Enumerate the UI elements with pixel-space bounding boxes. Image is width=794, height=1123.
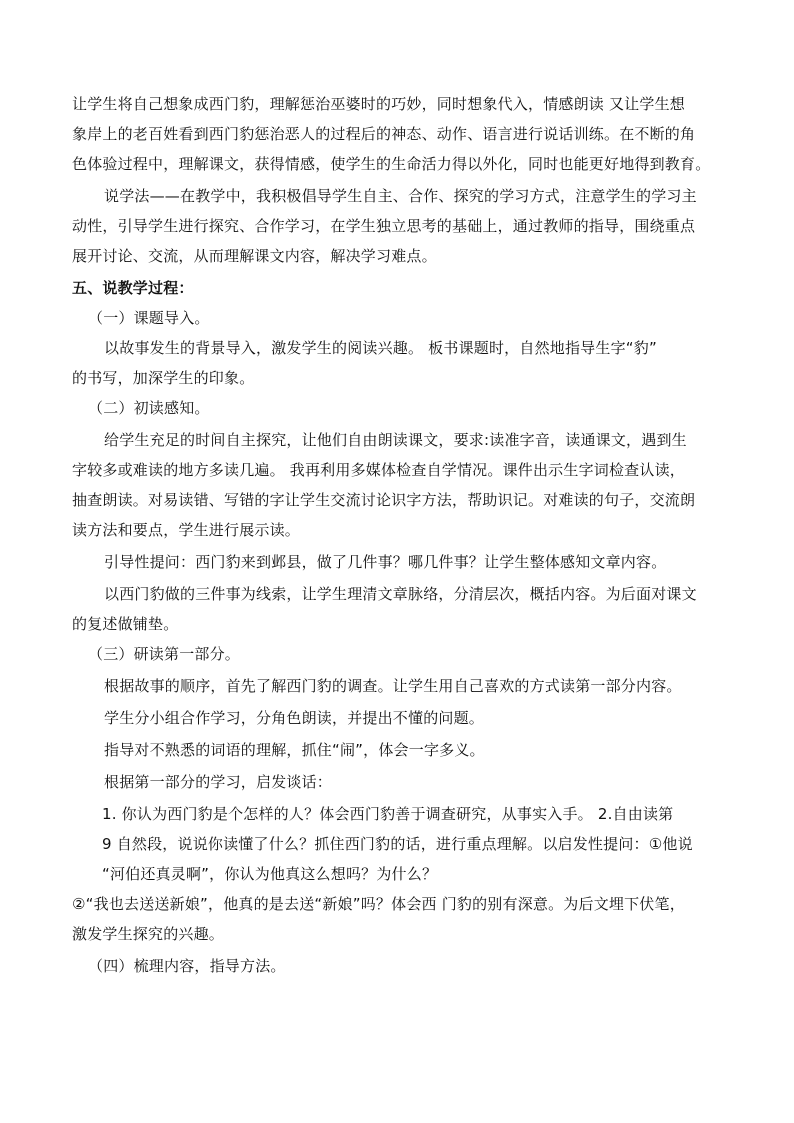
- paragraph-line: 激发学生探究的兴趣。: [72, 925, 225, 943]
- paragraph-line: 的复述做铺垫。: [72, 615, 179, 633]
- paragraph-line: 抽查朗读。对易读错、写错的字让学生交流讨论识字方法，帮助识记。对难读的句子，交流朗: [72, 491, 696, 509]
- paragraph-line: 根据故事的顺序，首先了解西门豹的调查。让学生用自己喜欢的方式读第一部分内容。: [104, 677, 682, 695]
- subsection-heading: （二）初读感知。: [88, 399, 210, 417]
- paragraph-line: 学生分小组合作学习，分角色朗读，并提出不懂的问题。: [104, 709, 485, 727]
- section-heading: 五、说教学过程：: [72, 279, 194, 297]
- paragraph-line: 根据第一部分的学习，启发谈话：: [104, 773, 333, 791]
- subsection-heading: （三）研读第一部分。: [88, 645, 241, 663]
- paragraph-line: 让学生将自己想象成西门豹，理解惩治巫婆时的巧妙，同时想象代入，情感朗读 又让学生想: [72, 95, 685, 113]
- paragraph-line: 读方法和要点，学生进行展示读。: [72, 521, 301, 539]
- paragraph-line: 以西门豹做的三件事为线索，让学生理清文章脉络，分清层次，概括内容。为后面对课文: [104, 585, 697, 603]
- paragraph-line: 展开讨论、交流，从而理解课文内容，解决学习难点。: [72, 247, 437, 265]
- paragraph-line: 字较多或难读的地方多读几遍。 我再利用多媒体检查自学情况。课件出示生字词检查认读，: [72, 461, 685, 479]
- paragraph-line: 给学生充足的时间自主探究，让他们自由朗读课文，要求:读准字音，读通课文，遇到生: [104, 431, 687, 449]
- subsection-heading: （四）梳理内容，指导方法。: [88, 957, 286, 975]
- list-item-line: 1. 你认为西门豹是个怎样的人？体会西门豹善于调查研究，从事实入手。 2.自由读第: [102, 805, 674, 823]
- paragraph-line: 说学法——在教学中，我积极倡导学生自主、合作、探究的学习方式，注意学生的学习主: [104, 187, 697, 205]
- paragraph-line: 动性，引导学生进行探究、合作学习，在学生独立思考的基础上，通过教师的指导，围绕重点: [72, 217, 696, 235]
- paragraph-line: 的书写，加深学生的印象。: [72, 369, 255, 387]
- paragraph-line: ②“我也去送送新娘”，他真的是去送“新娘”吗？体会西 门豹的别有深意。为后文埋下伏笔，: [72, 895, 685, 913]
- subsection-heading: （一）课题导入。: [88, 309, 210, 327]
- paragraph-line: 引导性提问：西门豹来到邺县，做了几件事？哪几件事？让学生整体感知文章内容。: [104, 553, 667, 571]
- paragraph-line: 象岸上的老百姓看到西门豹惩治恶人的过程后的神态、动作、语言进行说话训练。在不断的角: [72, 125, 696, 143]
- paragraph-line: 色体验过程中，理解课文，获得情感，使学生的生命活力得以外化，同时也能更好地得到教育。: [72, 155, 711, 173]
- list-item-line: 9 自然段，说说你读懂了什么？抓住西门豹的话，进行重点理解。以启发性提问：①他说: [102, 835, 693, 853]
- paragraph-line: 以故事发生的背景导入，激发学生的阅读兴趣。 板书课题时，自然地指导生字“豹”: [104, 339, 657, 357]
- paragraph-line: 指导对不熟悉的词语的理解，抓住“闹”，体会一字多义。: [104, 741, 485, 759]
- list-item-line: “河伯还真灵啊”，你认为他真这么想吗？为什么？: [102, 865, 438, 883]
